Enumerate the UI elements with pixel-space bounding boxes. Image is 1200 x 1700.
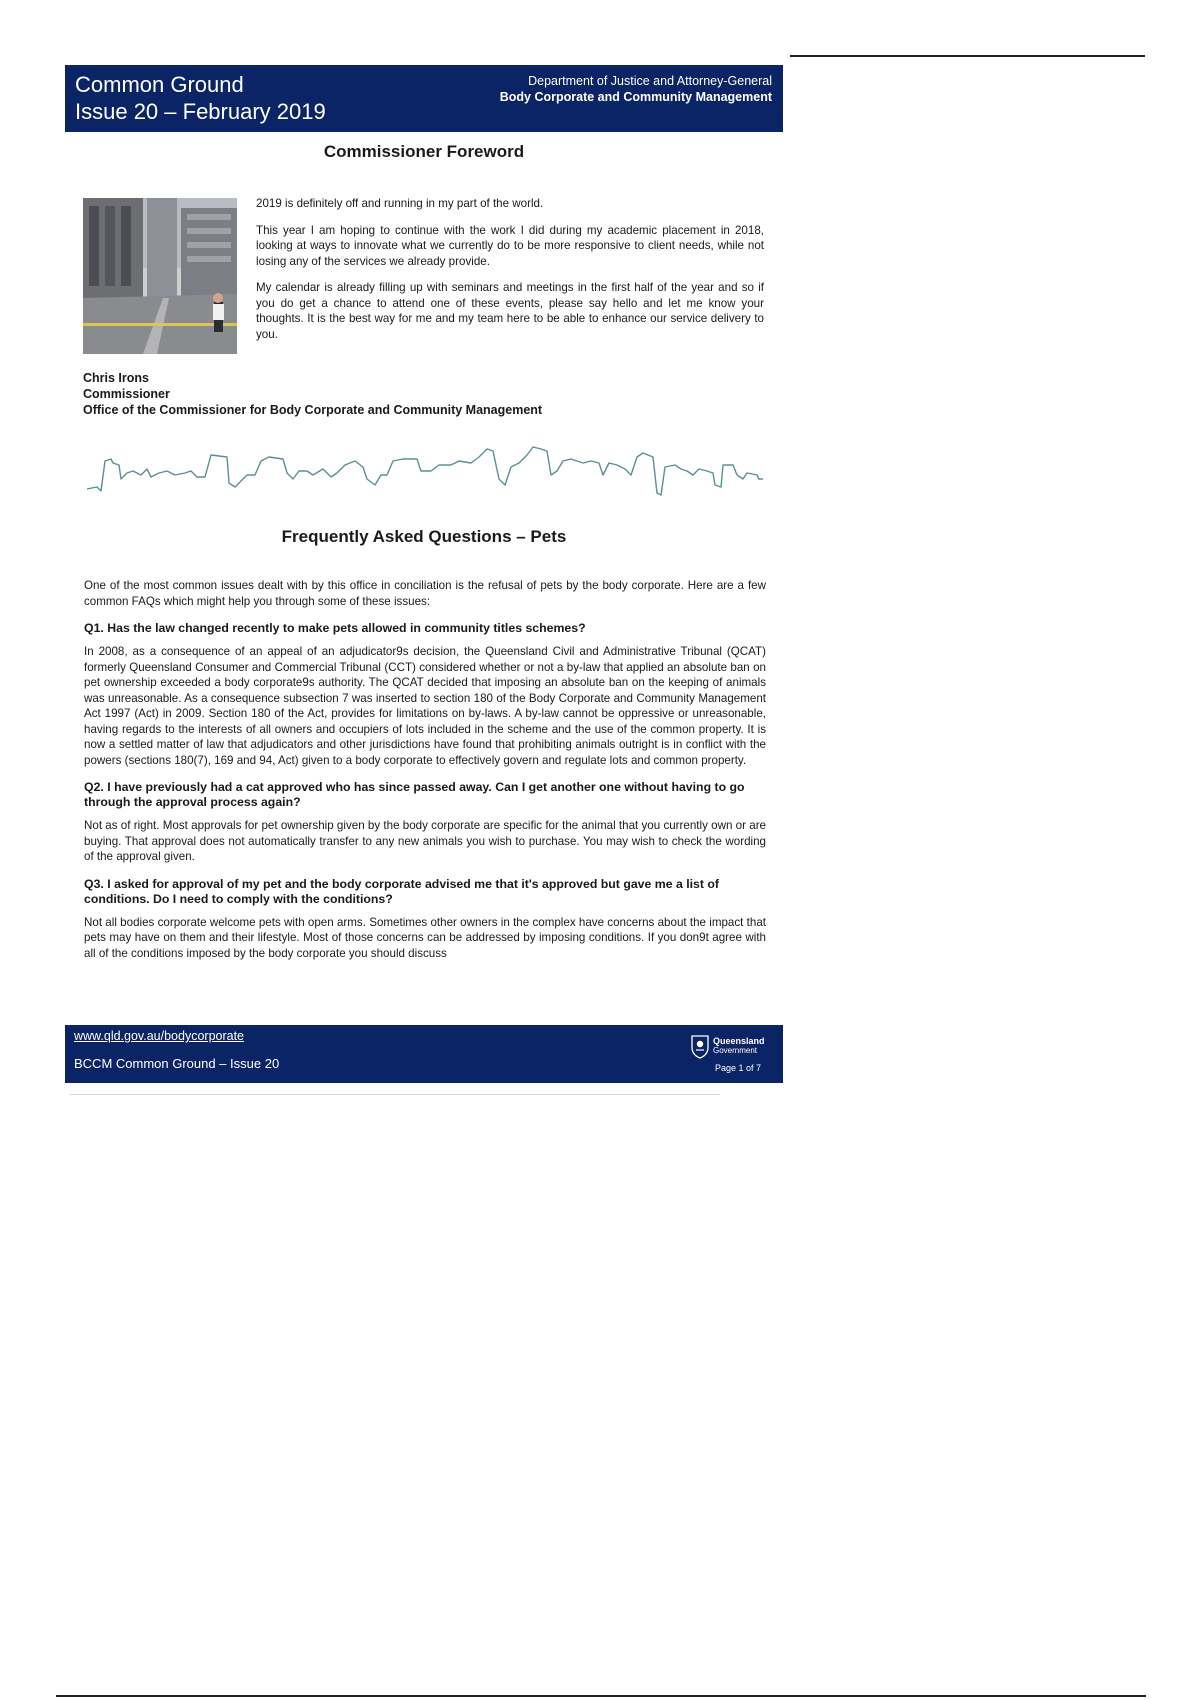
faq-question: Q1. Has the law changed recently to make pets allowed in community titles schemes? bbox=[84, 621, 586, 635]
website-link[interactable]: www.qld.gov.au/bodycorporate bbox=[74, 1029, 245, 1043]
newsletter-title bbox=[75, 71, 326, 125]
skyline-divider bbox=[87, 435, 767, 515]
faq-question: Q3. I asked for approval of my pet and the body corporate advised me that it's approved but gave me a list of conditions. Do I need to comply with the conditions? bbox=[84, 876, 719, 906]
queensland-government-logo bbox=[689, 1033, 769, 1061]
issue-date: Issue 20 – February 2019 bbox=[75, 99, 326, 124]
foreword-title: Commissioner Foreword bbox=[323, 142, 525, 161]
department-name: Department of Justice and Attorney-General bbox=[528, 74, 772, 88]
department-block bbox=[500, 73, 772, 105]
logo-queensland: Queensland bbox=[713, 1036, 765, 1046]
foreword-text bbox=[256, 196, 764, 353]
page-number: Page 1 of 7 bbox=[714, 1063, 761, 1073]
faq-question: Q2. I have previously had a cat approved who has since passed away. Can I get another one without having to go through the approval process again? bbox=[84, 780, 745, 809]
bottom-rule bbox=[56, 1695, 1146, 1697]
commissioner-photo bbox=[83, 198, 237, 354]
faq-answer: Not all bodies corporate welcome pets with open arms. Sometimes other owners in the complex have concerns about the impact that pets may have on them and their lifestyle. Most of those concerns can be addressed by imposing conditions. If you don9t agree with all of the conditions imposed by the body corporate you should discuss bbox=[84, 915, 766, 960]
foreword-paragraph: 2019 is definitely off and running in my part of the world. bbox=[256, 197, 544, 210]
faq-answer: Not as of right. Most approvals for pet ownership given by the body corporate are specific for the animal that you currently own or are buying. That approval does not automatically transfer to any new animals you wish to purchase. You may wish to check the wording of the approval given. bbox=[84, 819, 766, 863]
faq-answer: In 2008, as a consequence of an appeal of an adjudicator9s decision, the Queensland Civil and Administrative Tribunal (QCAT) formerly Queensland Consumer and Commercial Tribunal (CCT) considered whether or not a by-law that applied an absolute ban on pet ownership exceeded a body corporate9s authority. The QCAT decided that imposing an absolute ban on the keeping of animals was unreasonable. As a consequence subsection 7 was inserted to section 180 of the Body Corporate and Community Management Act 1997 (Act) in 2009. Section 180 of the Act, provides for limitations on by-laws. A by-law cannot be oppressive or unreasonable, having regards to the interests of all owners and occupiers of lots included in the scheme and the use of the common property. It is now a settled matter of law that adjudicators and other jurisdictions have found that prohibiting animals outright is in conflict with the powers (sections 180(7), 169 and 94, Act) given to a body corporate to effectively govern and regulate lots and common property. bbox=[84, 645, 766, 767]
page-shadow-line bbox=[70, 1094, 720, 1095]
signature-office: Office of the Commissioner for Body Corporate and Community Management bbox=[83, 403, 543, 417]
signature-block bbox=[83, 370, 542, 418]
division-name: Body Corporate and Community Management bbox=[499, 90, 772, 104]
newsletter-name: Common Ground bbox=[75, 72, 244, 97]
top-rule bbox=[790, 55, 1145, 57]
foreword-paragraph: My calendar is already filling up with seminars and meetings in the first half of the year and so if you do get a chance to attend one of these events, please say hello and let me know your thoughts. It is the best way for me and my team here to be able to enhance our service delivery to you. bbox=[256, 281, 764, 341]
logo-government: Government bbox=[713, 1046, 758, 1055]
faq-section bbox=[84, 578, 766, 961]
faq-intro: One of the most common issues dealt with by this office in conciliation is the refusal of pets by the body corporate. Here are a few common FAQs which might help you through some of these issues: bbox=[84, 579, 766, 608]
foreword-paragraph: This year I am hoping to continue with the work I did during my academic placement in 2018, looking at ways to innovate what we currently do to be more responsive to client needs, while not losing any of the services we already provide. bbox=[256, 223, 764, 268]
faq-title: Frequently Asked Questions – Pets bbox=[281, 527, 567, 546]
signature-role: Commissioner bbox=[83, 387, 170, 401]
footer-banner bbox=[65, 1025, 783, 1083]
crest-icon bbox=[689, 1033, 711, 1059]
newsletter-page bbox=[65, 65, 783, 1085]
header-banner bbox=[65, 65, 783, 132]
publication-name: BCCM Common Ground – Issue 20 bbox=[74, 1056, 280, 1071]
signature-name: Chris Irons bbox=[83, 371, 149, 385]
